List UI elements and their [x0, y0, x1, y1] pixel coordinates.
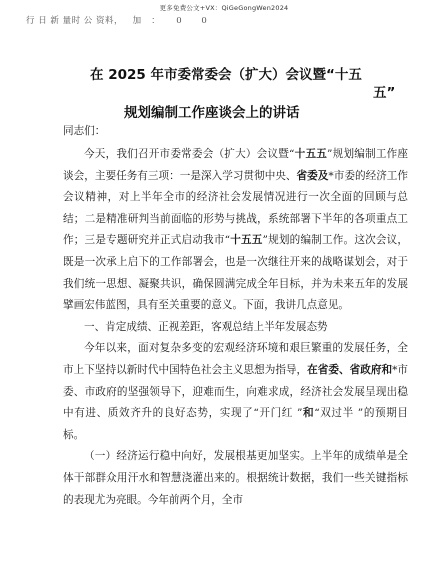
overview-segment: 和: [302, 407, 315, 420]
intro-segment: 今天，我们召开市委常委会（扩大）会议暨“: [84, 148, 295, 160]
title-line-1: 在 2025 年市委常委会（扩大）会议暨“十五: [90, 67, 362, 83]
overview-segment: 今年以来，面对复杂多变的宏观经济环境和艰巨繁重的发展任务，全市上下坚持以新时代中国特色社会主义思想为指导，: [63, 342, 408, 376]
intro-segment: ”规划编制工作座谈会，主要任务有三项：一是深入学习贯彻中央、: [63, 148, 409, 182]
intro-segment: ”规划的编制工作。这次会议，既是一次承上启下的工作部署会，也是一次继往开来的战略谋划会，对于我们统一思想、凝聚共识，确保圆满完成全年目标，并为未来五年的发展擘画宏伟蓝图，具有至关重要的意义。下面，我讲几点意见。: [63, 234, 409, 312]
paragraph-overview: [63, 338, 408, 446]
meta-line: 行 日 新 量时 公 资料， 加 ： 0 0: [26, 16, 208, 26]
overview-segment: 在省委、省政府和: [307, 363, 393, 376]
top-banner: 更多免费公文+VX：QiGeGongWen2024: [159, 4, 289, 12]
intro-segment: 十五五: [230, 234, 263, 247]
paragraph-economy: （一）经济运行稳中向好，发展根基更加坚实。上半年的成绩单是全体干部群众用汗水和智慧浇灌出来的。根据统计数据，我们一些关键指标的表现尤为亮眼。今年前两个月，全市: [63, 450, 408, 506]
salutation: 同志们：: [63, 125, 106, 137]
document-body: [63, 144, 408, 511]
title-line-2: 五”: [373, 85, 396, 101]
intro-segment: *市委的经济工作会议精神，对上半年全市的经济社会发展情况进行一次全面的回顾与总结；二是精准研判当前面临的形势与挑战，系统部署下半年的各项重点工作；三是专题研究并正式启动我市“: [63, 169, 409, 247]
paragraph-intro: [63, 144, 408, 317]
intro-segment: 省委及: [296, 169, 329, 182]
overview-segment: “双过半 ”的预期目标。: [63, 407, 409, 441]
title-line-3: 规划编制工作座谈会上的讲话: [124, 105, 300, 121]
intro-segment: 十五五: [294, 148, 328, 160]
overview-segment: *市委、市政府的坚强领导下，迎难而生，向难求成，经济社会发展呈现出稳中有进、质效齐升的良好态势，实现了“开门红 ”: [63, 363, 409, 420]
section-heading-1: 一、肯定成绩、正视差距，客观总结上半年发展态势: [84, 320, 328, 333]
